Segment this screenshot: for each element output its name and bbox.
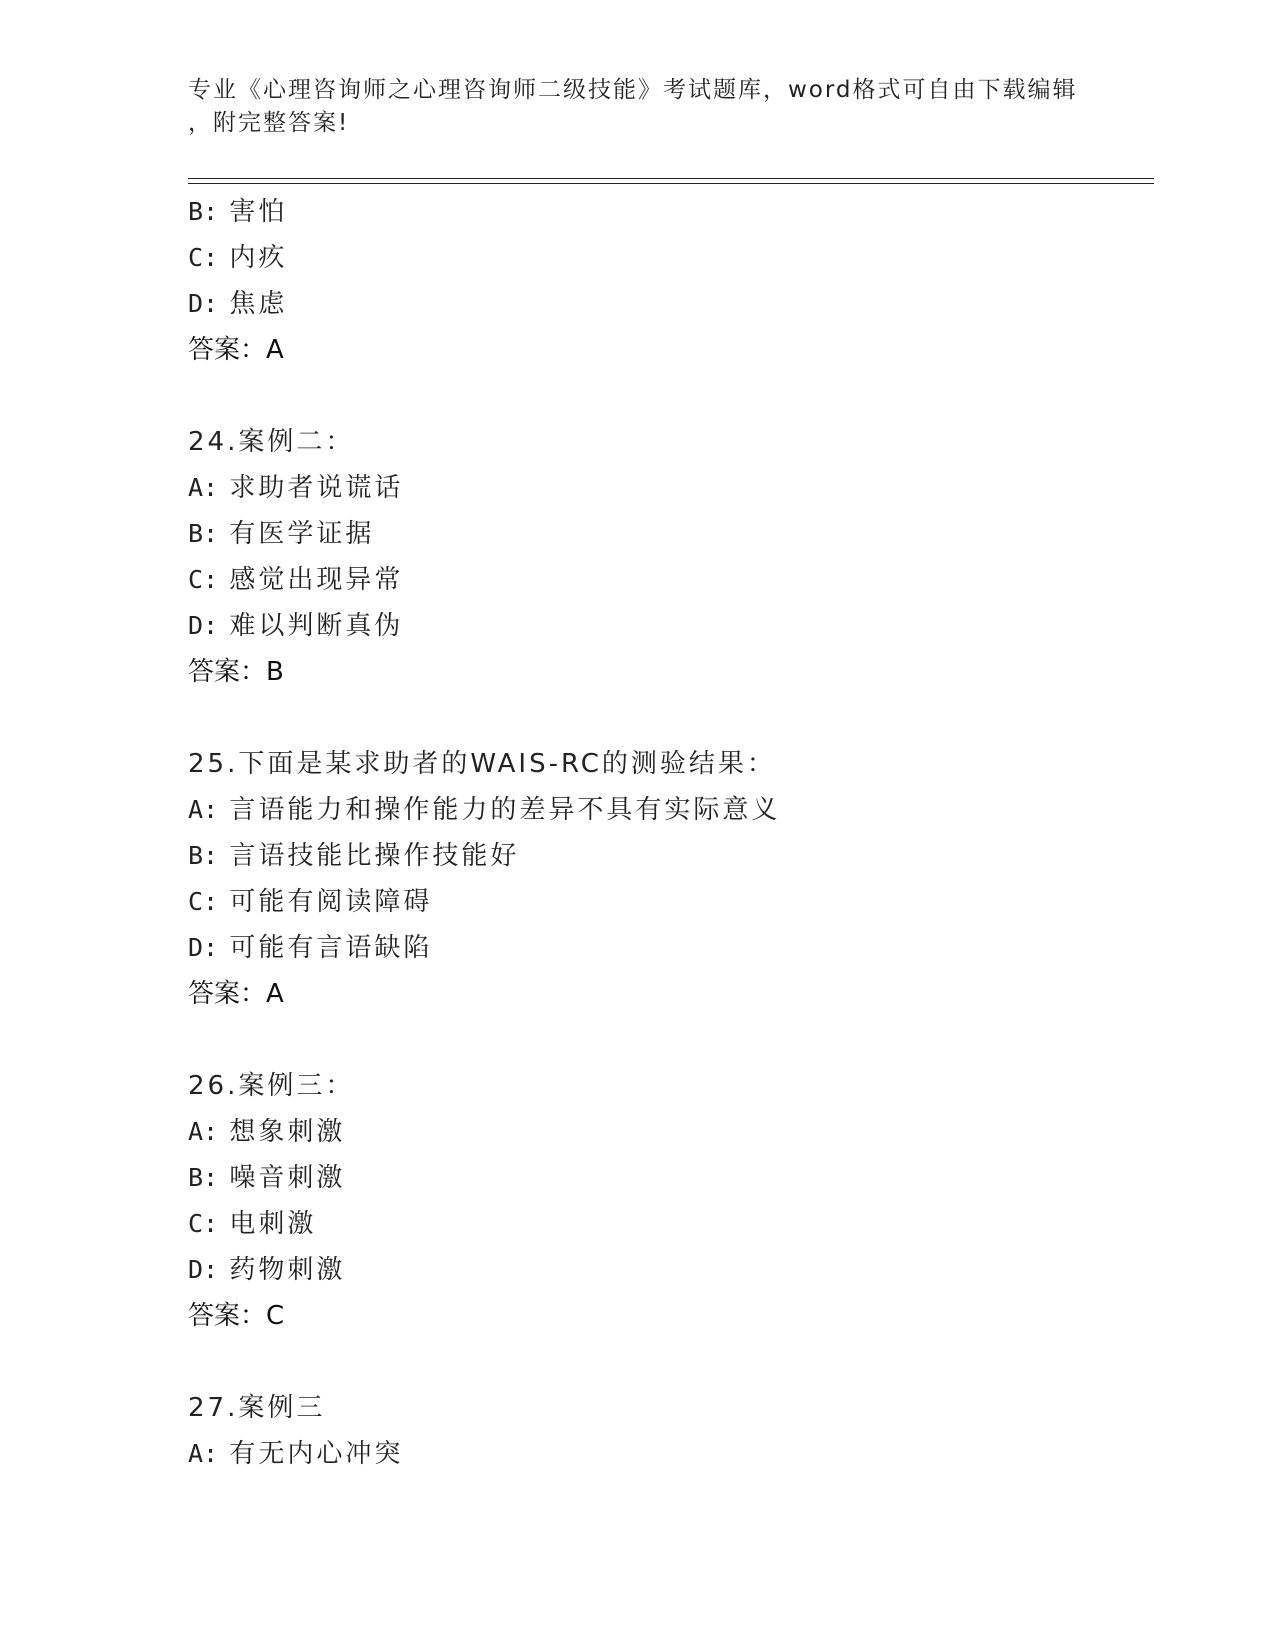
answer-text: 答案：A [188,335,284,365]
option-prefix: A: [188,1439,219,1468]
option-prefix: B: [188,1163,219,1192]
question-block [188,189,1138,419]
option-row [188,603,1138,649]
option-text: 可能有阅读障碍 [229,887,433,917]
block-spacer [188,695,1138,741]
option-text: 想象刺激 [229,1117,346,1147]
option-text: 求助者说谎话 [229,473,404,503]
option-text: 电刺激 [229,1209,317,1239]
option-text: 难以判断真伪 [229,611,404,641]
option-prefix: B: [188,519,219,548]
option-text: 有无内心冲突 [229,1439,404,1469]
option-row [188,1431,1138,1477]
option-text: 有医学证据 [229,519,375,549]
option-text: 感觉出现异常 [229,565,404,595]
option-text: 焦虑 [229,289,288,319]
option-row [188,787,1138,833]
question-text: 25.下面是某求助者的WAIS-RC的测验结果： [188,749,776,779]
header-divider-top [188,178,1154,179]
option-text: 可能有言语缺陷 [229,933,433,963]
question-text: 24.案例二： [188,427,355,457]
option-prefix: B: [188,197,219,226]
option-row [188,281,1138,327]
question-list [188,189,1138,1477]
option-row [188,1155,1138,1201]
option-prefix: A: [188,473,219,502]
question-block [188,1385,1138,1477]
option-prefix: D: [188,933,219,962]
answer-text: 答案：C [188,1301,285,1331]
option-row [188,465,1138,511]
option-row [188,189,1138,235]
option-row [188,925,1138,971]
question-text: 27.案例三 [188,1393,326,1423]
answer-text: 答案：A [188,979,284,1009]
block-spacer [188,1339,1138,1385]
header-line-2: ，附完整答案! [188,110,350,136]
option-row [188,235,1138,281]
option-prefix: C: [188,887,219,916]
option-text: 言语技能比操作技能好 [229,841,520,871]
block-spacer [188,1017,1138,1063]
option-text: 言语能力和操作能力的差异不具有实际意义 [229,795,781,825]
option-prefix: D: [188,611,219,640]
question-text: 26.案例三： [188,1071,355,1101]
block-spacer [188,373,1138,419]
option-prefix: C: [188,243,219,272]
option-prefix: A: [188,795,219,824]
option-prefix: B: [188,841,219,870]
option-row [188,833,1138,879]
option-text: 噪音刺激 [229,1163,346,1193]
option-text: 药物刺激 [229,1255,346,1285]
option-row [188,1247,1138,1293]
question-block [188,419,1138,741]
header-line-1: 专业《心理咨询师之心理咨询师二级技能》考试题库，word格式可自由下载编辑 [188,77,1078,103]
option-row [188,557,1138,603]
option-row [188,879,1138,925]
answer-text: 答案：B [188,657,284,687]
option-text: 内疚 [229,243,288,273]
option-text: 害怕 [229,197,288,227]
question-block [188,741,1138,1063]
option-prefix: C: [188,565,219,594]
option-prefix: D: [188,289,219,318]
option-row [188,1109,1138,1155]
option-prefix: D: [188,1255,219,1284]
document-header [188,74,1088,140]
option-row [188,1201,1138,1247]
option-prefix: A: [188,1117,219,1146]
header-divider-bottom [188,183,1154,184]
option-prefix: C: [188,1209,219,1238]
option-row [188,511,1138,557]
question-block [188,1063,1138,1385]
